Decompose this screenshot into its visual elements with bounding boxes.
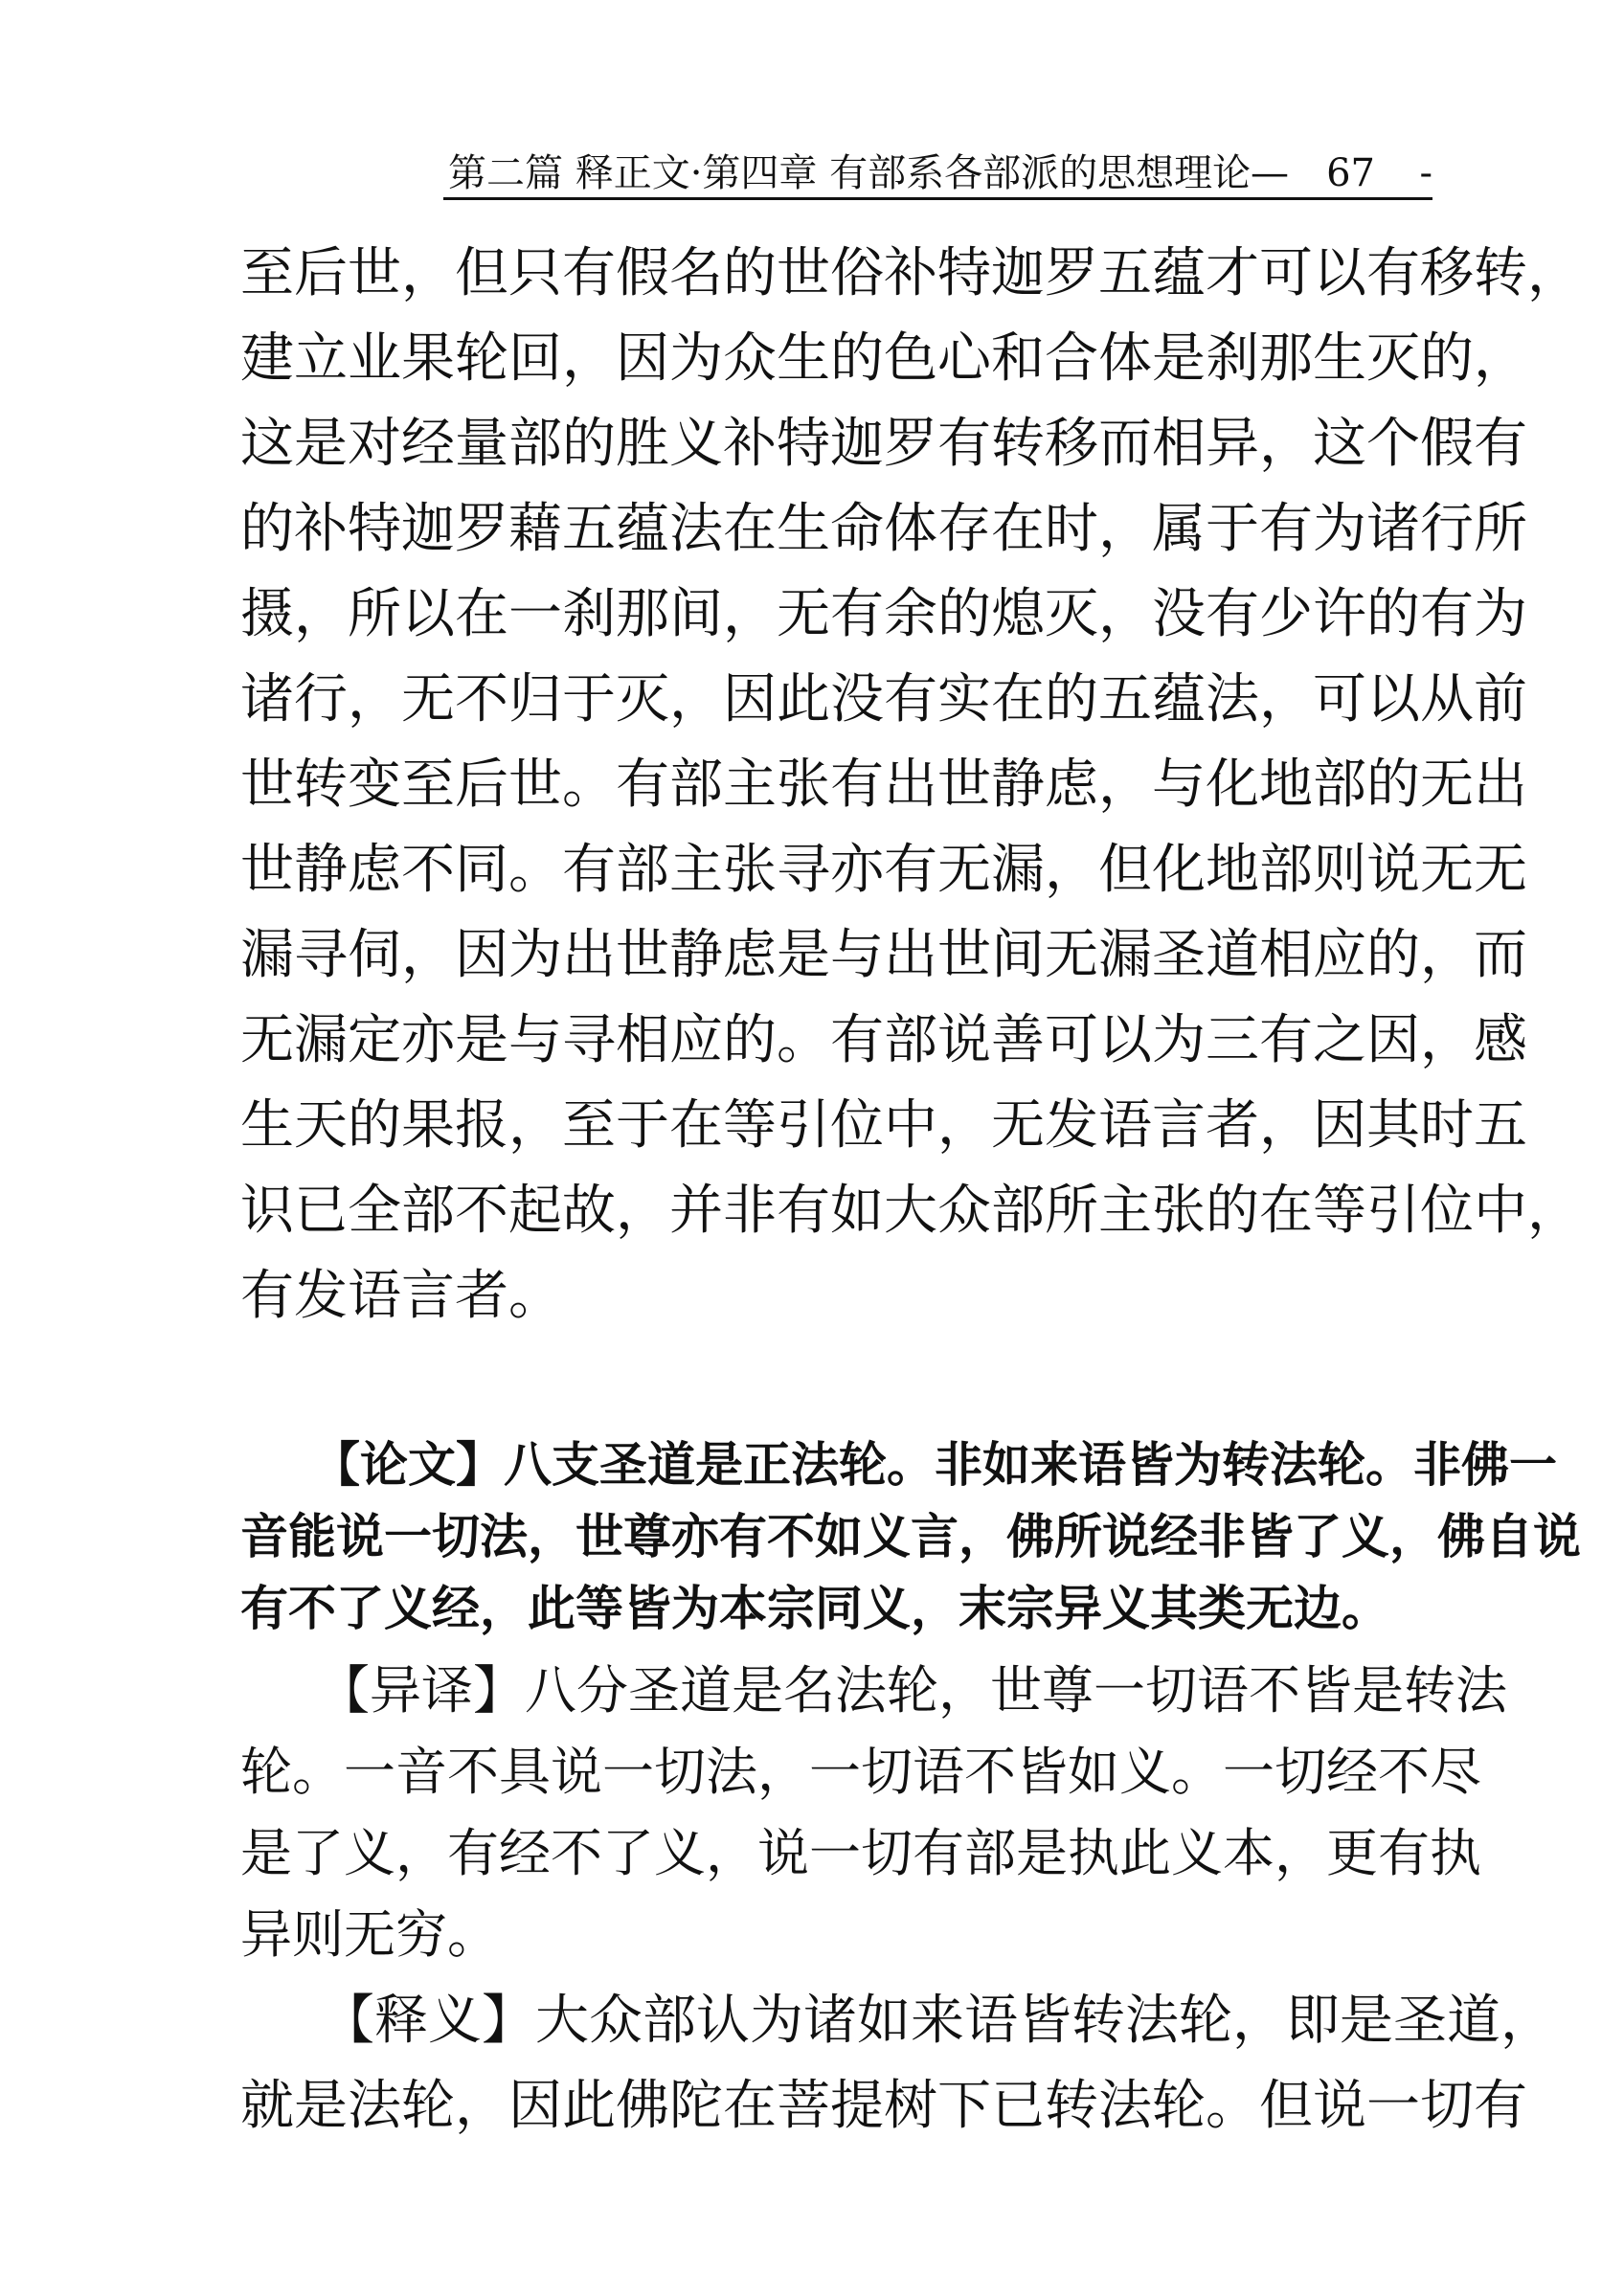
page-number: 67 bbox=[1326, 151, 1375, 195]
paragraph-explanation bbox=[240, 1978, 1554, 2149]
text-line: 的补特迦罗藉五蕴法在生命体存在时，属于有为诸行所 bbox=[240, 498, 1527, 560]
text-line: 无漏定亦是与寻相应的。有部说善可以为三有之因，感 bbox=[240, 1009, 1527, 1071]
header-dash: — bbox=[1251, 151, 1289, 195]
text-line: 诸行，无不归于灭，因此没有实在的五蕴法，可以从前 bbox=[240, 668, 1527, 731]
text-line: 就是法轮，因此佛陀在菩提树下已转法轮。但说一切有 bbox=[240, 2075, 1527, 2137]
paragraph-continuation bbox=[240, 231, 1581, 1339]
text-line: 是了义，有经不了义，说一切有部是执此义本，更有执 bbox=[240, 1823, 1481, 1883]
text-line: 异则无穷。 bbox=[240, 1904, 499, 1965]
text-line: 世静虑不同。有部主张寻亦有无漏，但化地部则说无无 bbox=[240, 839, 1527, 901]
text-line: 至后世，但只有假名的世俗补特迦罗五蕴才可以有移转， bbox=[240, 242, 1581, 304]
header-rule bbox=[443, 197, 1432, 200]
text-line: 【异译】八分圣道是名法轮，世尊一切语不皆是转法 bbox=[240, 1660, 1507, 1721]
paragraph-alt-translation bbox=[240, 1650, 1507, 1975]
header-title: 第二篇 释正文·第四章 有部系各部派的思想理论 bbox=[448, 151, 1252, 195]
text-line: 摄，所以在一刹那间，无有余的熄灭，没有少许的有为 bbox=[240, 583, 1527, 645]
text-line: 建立业果轮回，因为众生的色心和合体是刹那生灭的， bbox=[240, 327, 1527, 390]
text-line: 生天的果报，至于在等引位中，无发语言者，因其时五 bbox=[240, 1094, 1527, 1157]
header-trail: - bbox=[1419, 151, 1432, 195]
text-line: 世转变至后世。有部主张有出世静虑，与化地部的无出 bbox=[240, 754, 1527, 816]
text-line: 【论文】八支圣道是正法轮。非如来语皆为转法轮。非佛一 bbox=[240, 1437, 1557, 1493]
text-line: 轮。一音不具说一切法，一切语不皆如义。一切经不尽 bbox=[240, 1742, 1481, 1802]
text-line: 漏寻伺，因为出世静虑是与出世间无漏圣道相应的，而 bbox=[240, 924, 1527, 986]
text-line: 音能说一切法，世尊亦有不如义言，佛所说经非皆了义，佛自说 bbox=[240, 1509, 1581, 1564]
text-line: 识已全部不起故，并非有如大众部所主张的在等引位中， bbox=[240, 1180, 1581, 1242]
text-line: 有不了义经，此等皆为本宗同义，末宗异义其类无边。 bbox=[240, 1581, 1389, 1636]
text-line: 【释义】大众部认为诸如来语皆转法轮，即是圣道， bbox=[240, 1990, 1554, 2052]
running-header bbox=[448, 151, 1432, 195]
text-line: 有发语言者。 bbox=[240, 1265, 562, 1327]
paragraph-treatise-text bbox=[240, 1429, 1581, 1645]
text-line: 这是对经量部的胜义补特迦罗有转移而相异，这个假有 bbox=[240, 413, 1527, 475]
